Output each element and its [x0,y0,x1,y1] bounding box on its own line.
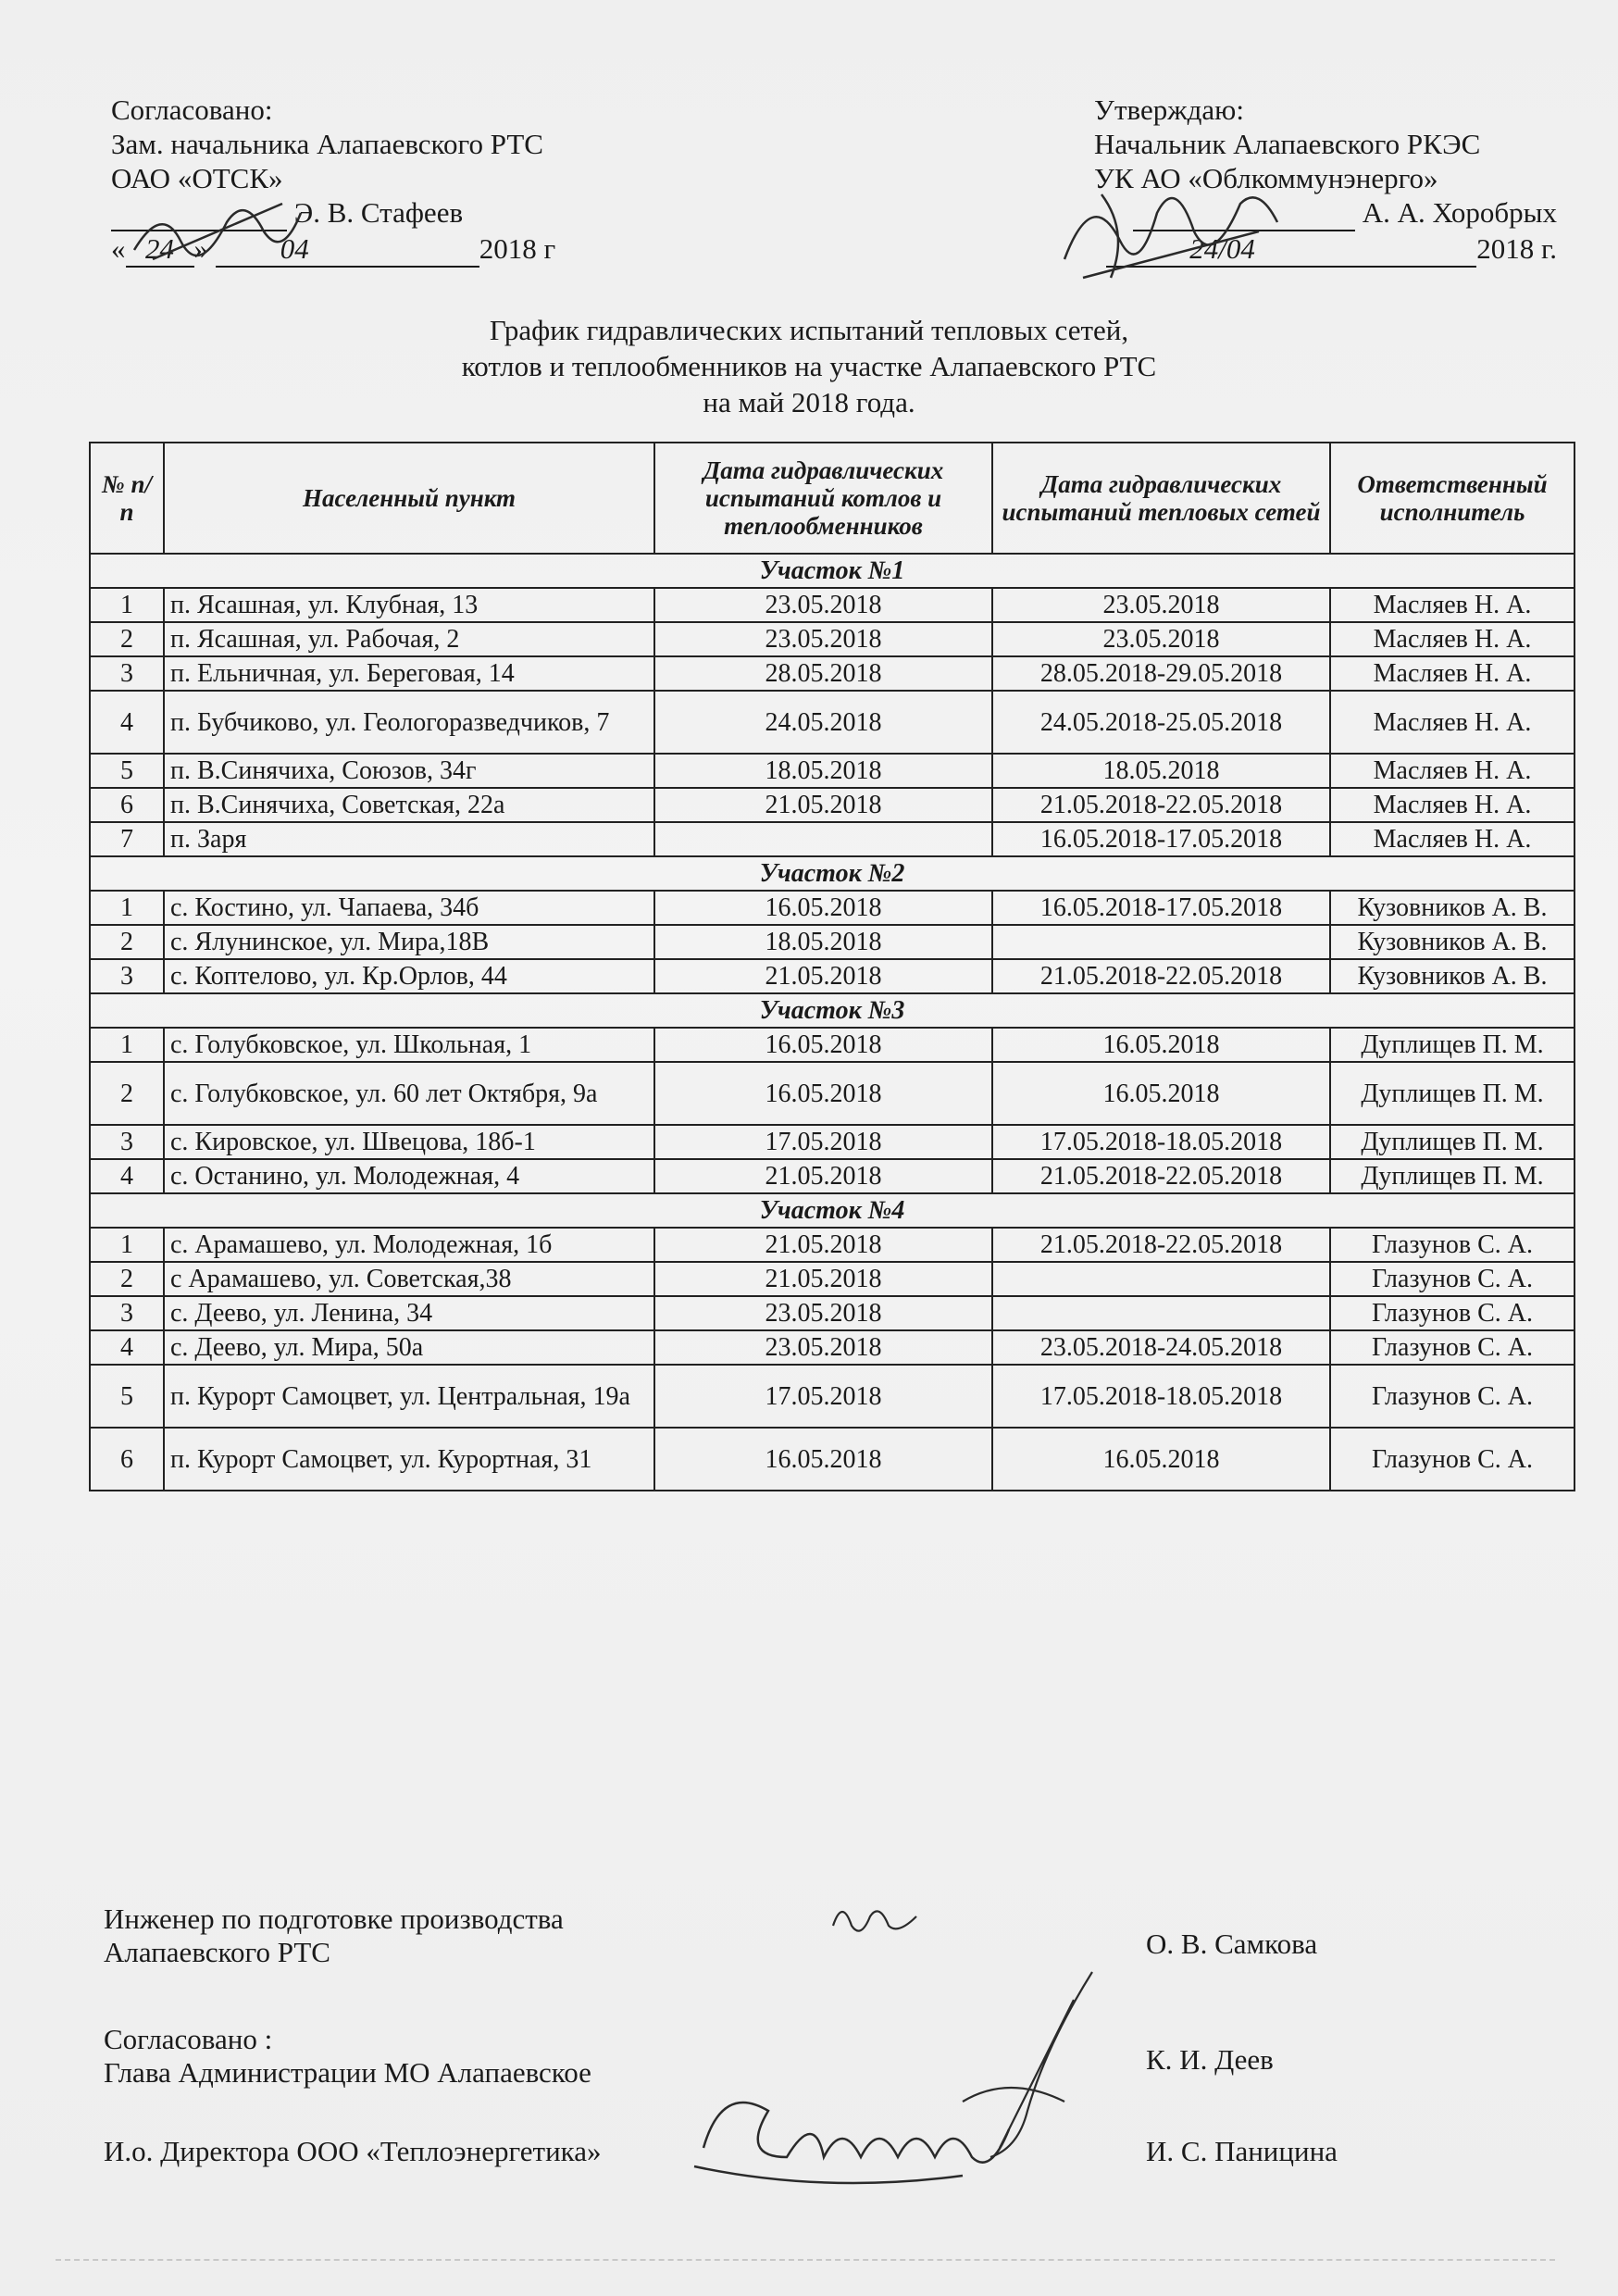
head-name: К. И. Деев [1146,2043,1274,2076]
cell-place: с. Останино, ул. Молодежная, 4 [164,1159,654,1193]
cell-responsible: Кузовников А. В. [1330,891,1574,925]
signature-samkova-icon [824,1889,926,1949]
cell-place: с. Костино, ул. Чапаева, 34б [164,891,654,925]
cell-networks-date: 23.05.2018 [992,588,1330,622]
cell-boilers-date: 21.05.2018 [654,959,992,993]
header-num: № п/п [90,443,164,554]
approval-right-label: Утверждаю: [1094,94,1244,126]
cell-responsible: Масляев Н. А. [1330,656,1574,691]
section-title: Участок №4 [90,1193,1574,1228]
engineer-position-1: Инженер по подготовке производства [104,1903,564,1935]
cell-num: 5 [90,1365,164,1428]
table-body [90,554,1574,1491]
date-month: 04 [216,231,479,268]
table-row [90,1125,1574,1159]
cell-networks-date [992,925,1330,959]
cell-num: 6 [90,788,164,822]
cell-networks-date: 16.05.2018 [992,1028,1330,1062]
cell-responsible: Глазунов С. А. [1330,1296,1574,1330]
cell-networks-date: 23.05.2018 [992,622,1330,656]
cell-networks-date: 17.05.2018-18.05.2018 [992,1125,1330,1159]
table-row [90,588,1574,622]
table-row [90,1028,1574,1062]
scan-artifact-line [56,2259,1555,2261]
section-row [90,856,1574,891]
cell-networks-date: 16.05.2018 [992,1428,1330,1491]
cell-num: 4 [90,1159,164,1193]
table-row [90,1159,1574,1193]
cell-boilers-date: 21.05.2018 [654,788,992,822]
cell-boilers-date: 16.05.2018 [654,1028,992,1062]
signature-khorobrykh-icon [1046,176,1287,301]
cell-boilers-date: 18.05.2018 [654,925,992,959]
cell-networks-date: 16.05.2018 [992,1062,1330,1125]
cell-place: п. Ельничная, ул. Береговая, 14 [164,656,654,691]
cell-num: 4 [90,1330,164,1365]
header-responsible: Ответственный исполнитель [1330,443,1574,554]
table-row [90,925,1574,959]
cell-num: 3 [90,1296,164,1330]
cell-place: с. Кировское, ул. Швецова, 18б-1 [164,1125,654,1159]
cell-boilers-date: 23.05.2018 [654,1296,992,1330]
cell-responsible: Глазунов С. А. [1330,1365,1574,1428]
cell-place: п. В.Синячиха, Союзов, 34г [164,754,654,788]
cell-boilers-date: 23.05.2018 [654,1330,992,1365]
date-day: 24 [126,231,194,268]
approval-left-name: Э. В. Стафеев [293,196,464,229]
section-row [90,554,1574,588]
approval-left-year: 2018 г [479,232,556,265]
cell-boilers-date: 16.05.2018 [654,1428,992,1491]
header-place: Населенный пункт [164,443,654,554]
table-row [90,1365,1574,1428]
cell-num: 1 [90,1028,164,1062]
cell-responsible: Масляев Н. А. [1330,754,1574,788]
title-line-3: на май 2018 года. [703,386,915,418]
header-boilers: Дата гидравлических испытаний котлов и теплообменников [654,443,992,554]
cell-place: п. Ясашная, ул. Рабочая, 2 [164,622,654,656]
cell-place: п. Бубчиково, ул. Геологоразведчиков, 7 [164,691,654,754]
table-row [90,691,1574,754]
cell-place: с. Голубковское, ул. 60 лет Октября, 9а [164,1062,654,1125]
cell-place: с. Ялунинское, ул. Мира,18В [164,925,654,959]
table-row [90,1330,1574,1365]
cell-boilers-date: 16.05.2018 [654,891,992,925]
cell-num: 2 [90,925,164,959]
cell-place: с. Деево, ул. Ленина, 34 [164,1296,654,1330]
table-row [90,1228,1574,1262]
cell-num: 3 [90,656,164,691]
date-quote-open: « [111,232,126,265]
cell-num: 3 [90,1125,164,1159]
cell-responsible: Глазунов С. А. [1330,1428,1574,1491]
cell-responsible: Глазунов С. А. [1330,1262,1574,1296]
cell-boilers-date: 24.05.2018 [654,691,992,754]
cell-num: 2 [90,1262,164,1296]
cell-responsible: Масляев Н. А. [1330,622,1574,656]
table-row [90,622,1574,656]
cell-num: 1 [90,891,164,925]
cell-responsible: Глазунов С. А. [1330,1330,1574,1365]
table-row [90,1062,1574,1125]
cell-responsible: Кузовников А. В. [1330,959,1574,993]
engineer-name: О. В. Самкова [1146,1928,1318,1960]
header-networks: Дата гидравлических испытаний тепловых сетей [992,443,1330,554]
section-title: Участок №1 [90,554,1574,588]
cell-responsible: Дуплищев П. М. [1330,1159,1574,1193]
table-row [90,1296,1574,1330]
cell-place: п. В.Синячиха, Советская, 22а [164,788,654,822]
cell-networks-date [992,1262,1330,1296]
cell-networks-date: 18.05.2018 [992,754,1330,788]
cell-num: 1 [90,1228,164,1262]
cell-responsible: Масляев Н. А. [1330,788,1574,822]
document-title [0,312,1618,420]
cell-boilers-date: 28.05.2018 [654,656,992,691]
cell-responsible: Дуплищев П. М. [1330,1028,1574,1062]
table-row [90,1262,1574,1296]
table-row [90,788,1574,822]
table-row [90,1428,1574,1491]
cell-num: 4 [90,691,164,754]
cell-boilers-date: 23.05.2018 [654,588,992,622]
cell-boilers-date: 17.05.2018 [654,1125,992,1159]
section-row [90,993,1574,1028]
approval-right-position-1: Начальник Алапаевского РКЭС [1094,128,1481,160]
cell-num: 1 [90,588,164,622]
cell-boilers-date [654,822,992,856]
cell-responsible: Масляев Н. А. [1330,588,1574,622]
cell-networks-date: 21.05.2018-22.05.2018 [992,959,1330,993]
cell-place: п. Курорт Самоцвет, ул. Курортная, 31 [164,1428,654,1491]
cell-num: 2 [90,622,164,656]
head-block [104,2023,591,2090]
cell-responsible: Дуплищев П. М. [1330,1125,1574,1159]
cell-num: 7 [90,822,164,856]
signature-stafeev-icon [125,185,310,282]
approval-left-position-1: Зам. начальника Алапаевского РТС [111,128,543,160]
cell-responsible: Глазунов С. А. [1330,1228,1574,1262]
cell-boilers-date: 18.05.2018 [654,754,992,788]
cell-boilers-date: 21.05.2018 [654,1159,992,1193]
cell-networks-date: 21.05.2018-22.05.2018 [992,788,1330,822]
cell-networks-date: 23.05.2018-24.05.2018 [992,1330,1330,1365]
table-row [90,891,1574,925]
cell-networks-date: 21.05.2018-22.05.2018 [992,1228,1330,1262]
table-row [90,754,1574,788]
director-position: И.о. Директора ООО «Теплоэнергетика» [104,2135,602,2167]
cell-responsible: Дуплищев П. М. [1330,1062,1574,1125]
cell-boilers-date: 16.05.2018 [654,1062,992,1125]
cell-num: 3 [90,959,164,993]
section-row [90,1193,1574,1228]
cell-place: с Арамашево, ул. Советская,38 [164,1262,654,1296]
engineer-position-2: Алапаевского РТС [104,1936,330,1968]
engineer-block [104,1903,564,1969]
title-line-2: котлов и теплообменников на участке Алапаевского РТС [461,350,1157,382]
agreed-label: Согласовано : [104,2023,273,2055]
schedule-table [89,442,1575,1491]
table-row [90,959,1574,993]
cell-networks-date: 28.05.2018-29.05.2018 [992,656,1330,691]
approval-right-year: 2018 г. [1476,232,1557,265]
approval-right-position-2: УК АО «Облкоммунэнерго» [1094,162,1438,194]
cell-place: с. Деево, ул. Мира, 50а [164,1330,654,1365]
signature-panitsina-icon [685,2074,1018,2199]
cell-networks-date: 16.05.2018-17.05.2018 [992,822,1330,856]
cell-networks-date: 24.05.2018-25.05.2018 [992,691,1330,754]
cell-boilers-date: 23.05.2018 [654,622,992,656]
approval-right-name: А. А. Хоробрых [1362,196,1557,229]
cell-networks-date: 16.05.2018-17.05.2018 [992,891,1330,925]
table-row [90,656,1574,691]
cell-num: 6 [90,1428,164,1491]
cell-num: 5 [90,754,164,788]
cell-responsible: Масляев Н. А. [1330,691,1574,754]
cell-boilers-date: 17.05.2018 [654,1365,992,1428]
head-position: Глава Администрации МО Алапаевское [104,2056,591,2089]
approval-right-date-handwritten: 24/04 [1106,231,1476,268]
director-name: И. С. Паницина [1146,2135,1338,2167]
cell-networks-date: 21.05.2018-22.05.2018 [992,1159,1330,1193]
cell-place: с. Коптелово, ул. Кр.Орлов, 44 [164,959,654,993]
cell-place: п. Ясашная, ул. Клубная, 13 [164,588,654,622]
cell-boilers-date: 21.05.2018 [654,1262,992,1296]
cell-responsible: Кузовников А. В. [1330,925,1574,959]
cell-networks-date: 17.05.2018-18.05.2018 [992,1365,1330,1428]
cell-place: с. Голубковское, ул. Школьная, 1 [164,1028,654,1062]
section-title: Участок №3 [90,993,1574,1028]
cell-boilers-date: 21.05.2018 [654,1228,992,1262]
cell-responsible: Масляев Н. А. [1330,822,1574,856]
cell-place: п. Курорт Самоцвет, ул. Центральная, 19а [164,1365,654,1428]
section-title: Участок №2 [90,856,1574,891]
cell-num: 2 [90,1062,164,1125]
title-line-1: График гидравлических испытаний тепловых сетей, [489,314,1129,346]
date-quote-close: » [193,232,208,265]
cell-place: с. Арамашево, ул. Молодежная, 1б [164,1228,654,1262]
cell-networks-date [992,1296,1330,1330]
approval-left-label: Согласовано: [111,94,273,126]
approval-left-position-2: ОАО «ОТСК» [111,162,283,194]
table-row [90,822,1574,856]
cell-place: п. Заря [164,822,654,856]
table-header-row [90,443,1574,554]
